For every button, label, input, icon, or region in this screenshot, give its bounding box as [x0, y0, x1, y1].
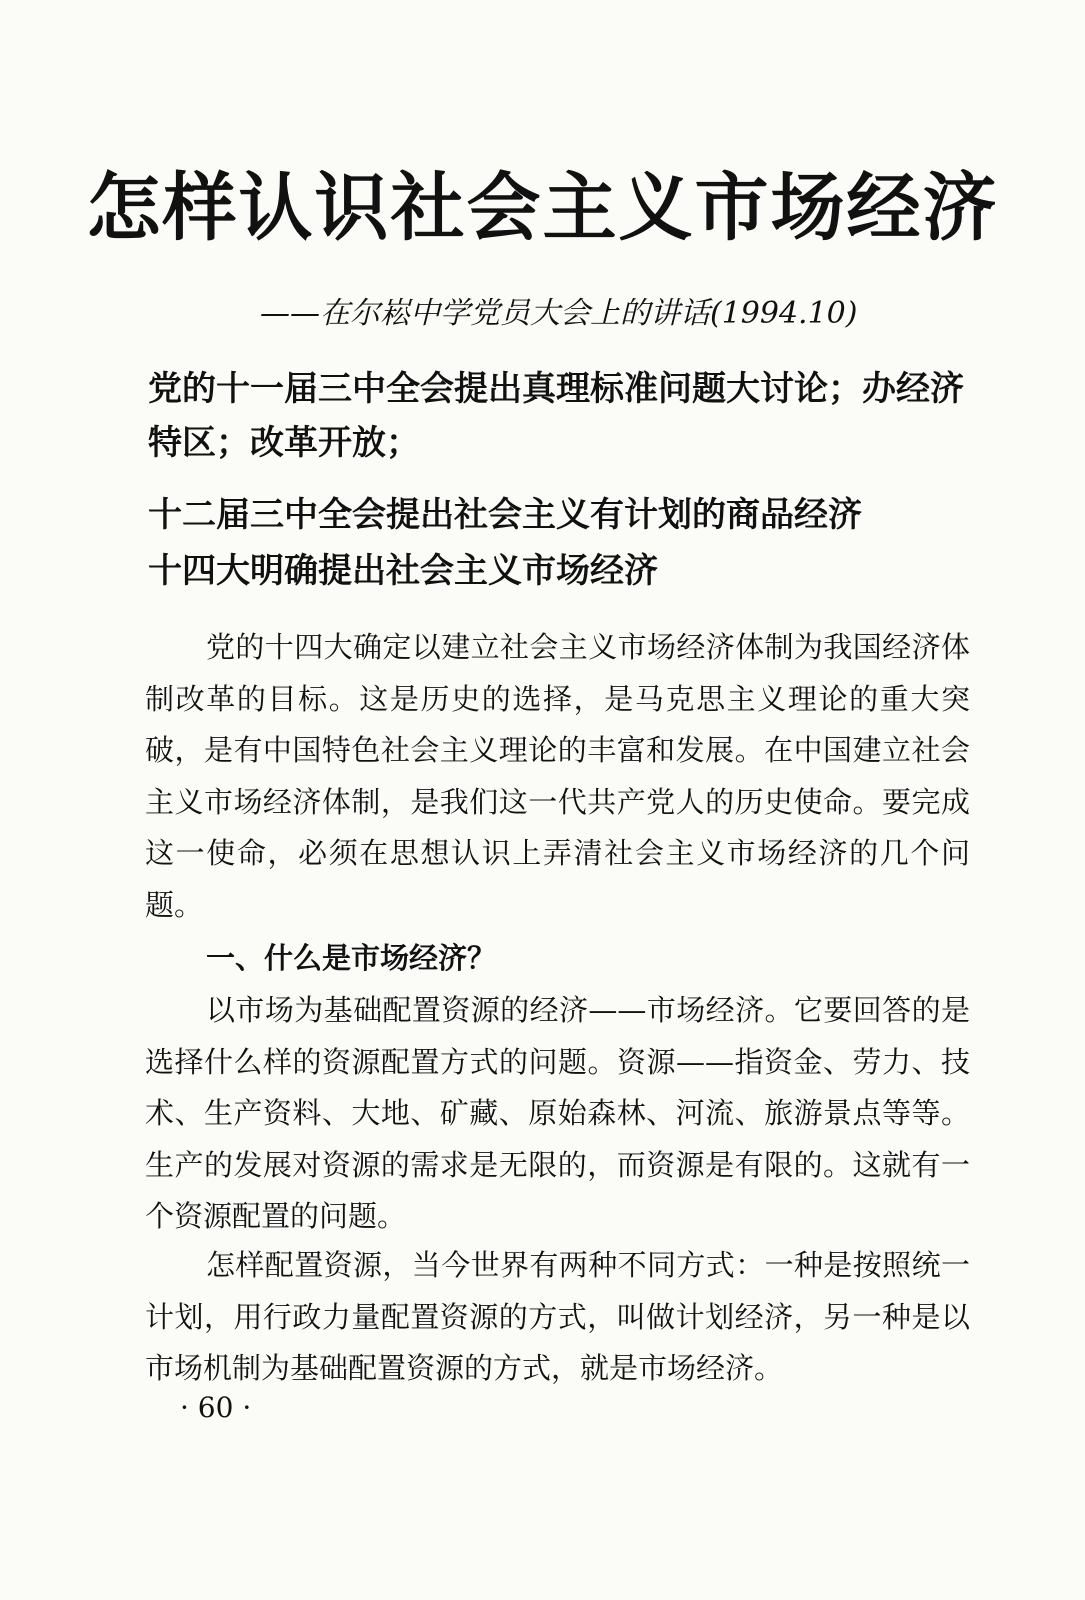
page-number: · 60 · [180, 1391, 252, 1424]
body-paragraph-3: 怎样配置资源，当今世界有两种不同方式：一种是按照统一计划，用行政力量配置资源的方式，叫做计划经济，另一种是以市场机制为基础配置资源的方式，就是市场经济。 [145, 1248, 970, 1385]
body-paragraph-1: 党的十四大确定以建立社会主义市场经济体制为我国经济体制改革的目标。这是历史的选择，是马克思主义理论的重大突破，是有中国特色社会主义理论的丰富和发展。在中国建立社会主义市场经济体制，是我们这一代共产党人的历史使命。要完成这一使命，必须在思想认识上弄清社会主义市场经济的几个问题。 [145, 630, 970, 922]
bold-heading-line-3: 十四大明确提出社会主义市场经济 [148, 551, 658, 591]
bold-heading-line-2: 十二届三中全会提出社会主义有计划的商品经济 [148, 495, 862, 535]
page-title: 怎样认识社会主义市场经济 [86, 165, 999, 251]
section-heading: 一、什么是市场经济？ [206, 941, 497, 975]
body-paragraph-2: 以市场为基础配置资源的经济——市场经济。它要回答的是选择什么样的资源配置方式的问题。资源——指资金、劳力、技术、生产资料、大地、矿藏、原始森林、河流、旅游景点等等。生产的发展对资源的需求是无限的，而资源是有限的。这就有一个资源配置的问题。 [145, 993, 970, 1233]
subtitle: ——在尔崧中学党员大会上的讲话(1994.10) [260, 296, 858, 331]
bold-heading-line-1: 党的十一届三中全会提出真理标准问题大讨论；办经济特区；改革开放； [148, 369, 964, 463]
